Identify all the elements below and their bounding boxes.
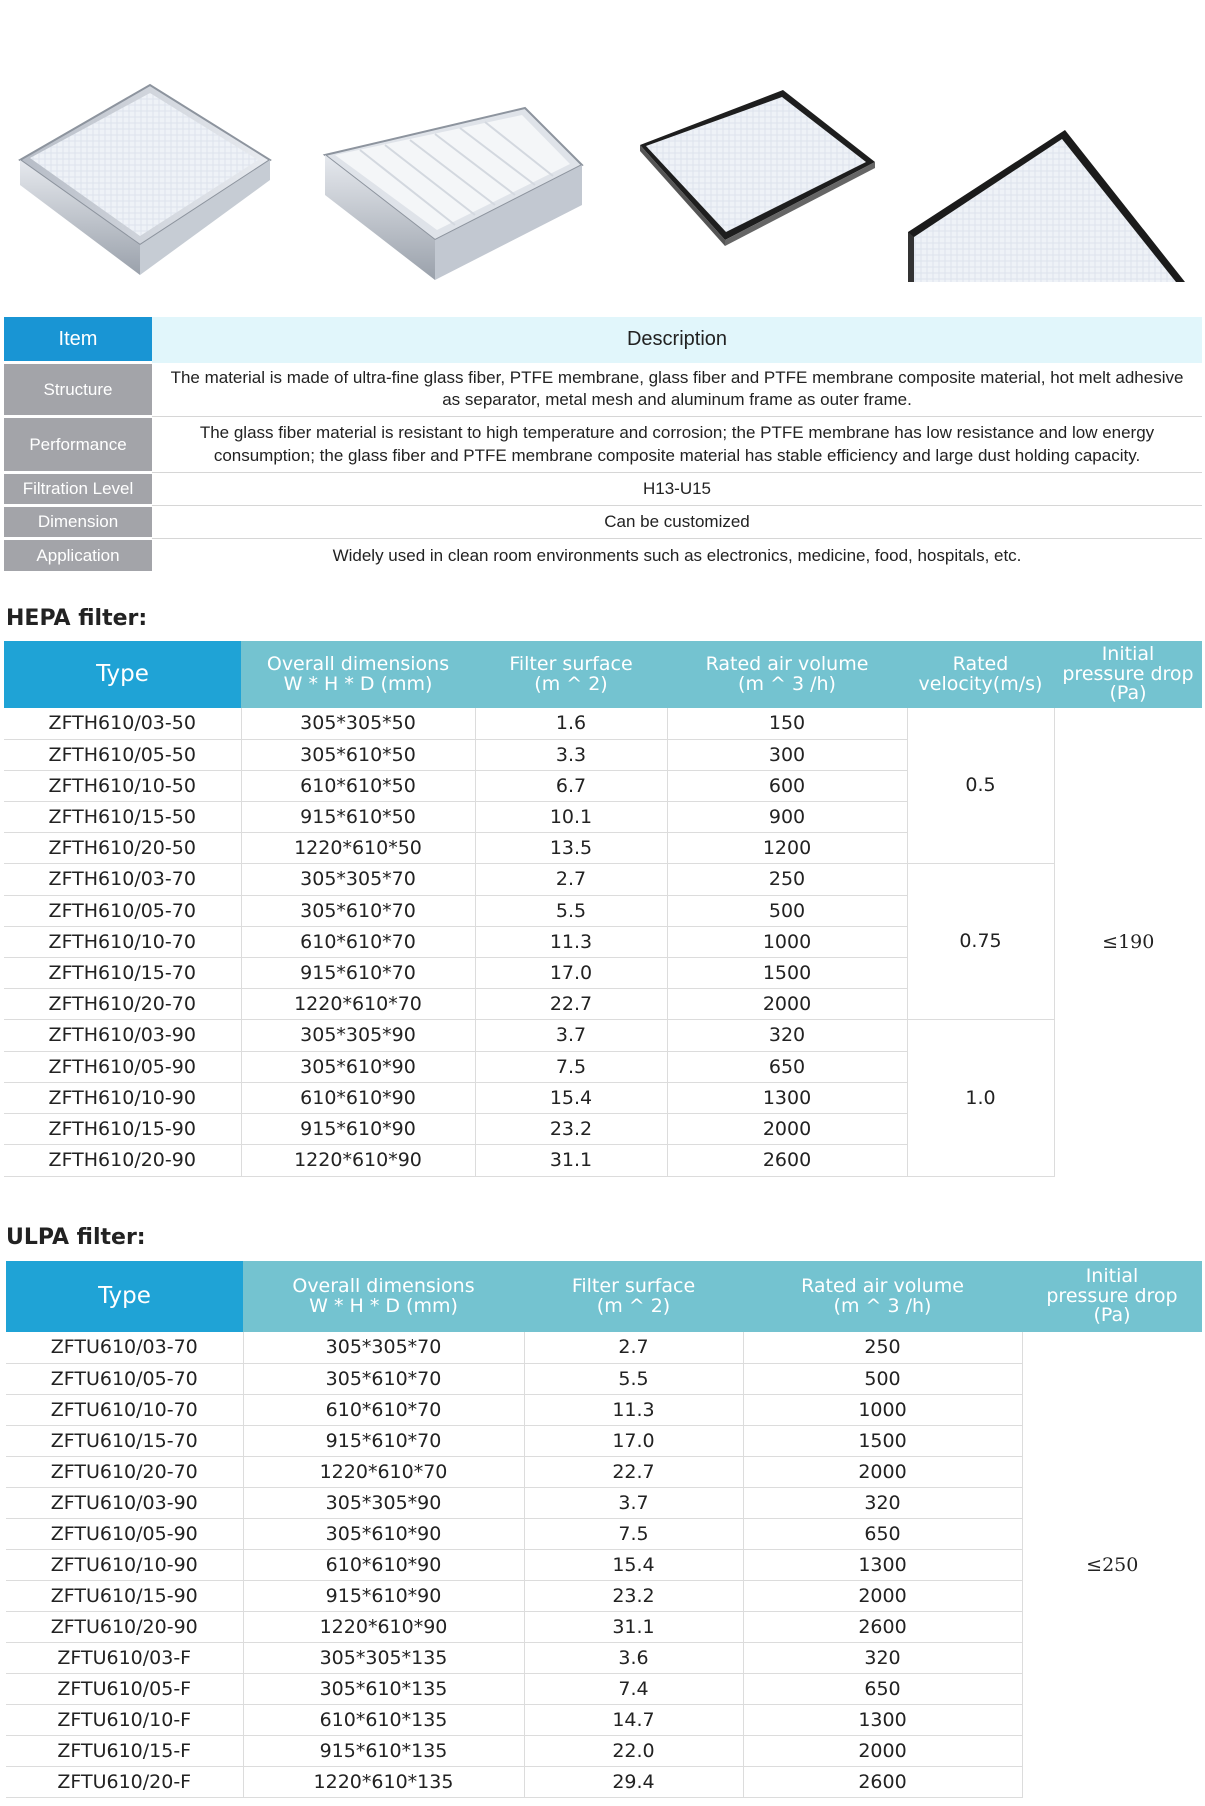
cell-type: ZFTU610/05-F bbox=[6, 1673, 243, 1704]
ulpa-header-pressure-drop bbox=[1022, 1261, 1202, 1332]
cell-dimensions: 1220*610*90 bbox=[241, 1144, 475, 1176]
cell-type: ZFTU610/15-90 bbox=[6, 1580, 243, 1611]
cell-air-volume: 500 bbox=[743, 1363, 1022, 1394]
cell-type: ZFTH610/03-90 bbox=[4, 1019, 241, 1051]
header-line: velocity(m/s) bbox=[918, 672, 1043, 695]
cell-dimensions: 1220*610*135 bbox=[243, 1766, 524, 1797]
cell-air-volume: 650 bbox=[667, 1051, 907, 1082]
spec-row-application bbox=[4, 539, 1202, 573]
spec-header-description: Description bbox=[152, 317, 1202, 363]
aluminum-frame-hepa-filter-photo bbox=[20, 85, 270, 275]
header-line: Overall dimensions bbox=[266, 652, 450, 675]
spec-row-structure bbox=[4, 363, 1202, 417]
cell-dimensions: 610*610*135 bbox=[243, 1704, 524, 1735]
cell-surface: 29.4 bbox=[524, 1766, 743, 1797]
cell-dimensions: 915*610*50 bbox=[241, 801, 475, 832]
cell-pressure-drop: ≤250 bbox=[1022, 1332, 1202, 1797]
cell-air-volume: 1500 bbox=[743, 1425, 1022, 1456]
header-line: (m ^ 2) bbox=[534, 672, 608, 695]
cell-type: ZFTU610/10-F bbox=[6, 1704, 243, 1735]
filter-corner-closeup-photo bbox=[908, 130, 1185, 282]
cell-pressure-drop: ≤190 bbox=[1054, 708, 1202, 1176]
cell-type: ZFTU610/20-F bbox=[6, 1766, 243, 1797]
hepa-filter-table bbox=[4, 641, 1202, 1177]
cell-type: ZFTH610/03-50 bbox=[4, 708, 241, 739]
cell-dimensions: 305*610*50 bbox=[241, 739, 475, 770]
cell-surface: 31.1 bbox=[524, 1611, 743, 1642]
cell-dimensions: 305*305*90 bbox=[243, 1487, 524, 1518]
cell-air-volume: 650 bbox=[743, 1518, 1022, 1549]
cell-dimensions: 915*610*70 bbox=[243, 1425, 524, 1456]
header-line: (Pa) bbox=[1109, 682, 1147, 705]
header-line: (Pa) bbox=[1093, 1304, 1131, 1327]
ulpa-filter-table bbox=[6, 1261, 1202, 1798]
cell-surface: 15.4 bbox=[475, 1082, 667, 1113]
header-line: (m ^ 2) bbox=[596, 1294, 671, 1317]
cell-dimensions: 1220*610*50 bbox=[241, 832, 475, 863]
ulpa-section-title: ULPA filter: bbox=[6, 1225, 146, 1250]
cell-surface: 3.7 bbox=[524, 1487, 743, 1518]
cell-type: ZFTU610/20-70 bbox=[6, 1456, 243, 1487]
header-line: W * H * D (mm) bbox=[309, 1294, 458, 1317]
cell-air-volume: 2600 bbox=[667, 1144, 907, 1176]
hepa-section-title: HEPA filter: bbox=[6, 606, 148, 631]
cell-dimensions: 305*305*135 bbox=[243, 1642, 524, 1673]
cell-surface: 15.4 bbox=[524, 1549, 743, 1580]
cell-type: ZFTH610/10-50 bbox=[4, 770, 241, 801]
cell-air-volume: 900 bbox=[667, 801, 907, 832]
spec-value: H13-U15 bbox=[152, 473, 1202, 506]
spec-label: Structure bbox=[4, 363, 152, 417]
cell-surface: 2.7 bbox=[475, 863, 667, 895]
cell-type: ZFTU610/03-70 bbox=[6, 1332, 243, 1363]
cell-air-volume: 2000 bbox=[743, 1580, 1022, 1611]
ulpa-header-surface bbox=[524, 1261, 743, 1332]
header-line: Initial bbox=[1085, 1264, 1139, 1287]
cell-type: ZFTH610/15-70 bbox=[4, 957, 241, 988]
cell-dimensions: 610*610*70 bbox=[243, 1394, 524, 1425]
cell-dimensions: 1220*610*70 bbox=[243, 1456, 524, 1487]
table-row bbox=[4, 1019, 1202, 1051]
cell-dimensions: 610*610*90 bbox=[241, 1082, 475, 1113]
cell-air-volume: 1500 bbox=[667, 957, 907, 988]
ulpa-header-dimensions bbox=[243, 1261, 524, 1332]
black-frame-hepa-filter-photo bbox=[640, 90, 875, 246]
spec-label: Filtration Level bbox=[4, 473, 152, 506]
cell-surface: 22.0 bbox=[524, 1735, 743, 1766]
cell-surface: 5.5 bbox=[524, 1363, 743, 1394]
cell-surface: 31.1 bbox=[475, 1144, 667, 1176]
cell-type: ZFTU610/05-70 bbox=[6, 1363, 243, 1394]
cell-surface: 7.5 bbox=[475, 1051, 667, 1082]
ulpa-header-type: Type bbox=[6, 1261, 243, 1332]
hepa-header-surface bbox=[475, 641, 667, 708]
cell-surface: 3.7 bbox=[475, 1019, 667, 1051]
header-line: Filter surface bbox=[571, 1274, 696, 1297]
cell-surface: 23.2 bbox=[524, 1580, 743, 1611]
cell-dimensions: 915*610*90 bbox=[241, 1113, 475, 1144]
cell-type: ZFTU610/15-F bbox=[6, 1735, 243, 1766]
cell-air-volume: 2600 bbox=[743, 1611, 1022, 1642]
header-line: (m ^ 3 /h) bbox=[833, 1294, 932, 1317]
cell-air-volume: 600 bbox=[667, 770, 907, 801]
hepa-header-velocity bbox=[907, 641, 1054, 708]
cell-air-volume: 2000 bbox=[667, 1113, 907, 1144]
cell-dimensions: 305*610*70 bbox=[241, 895, 475, 926]
cell-air-volume: 500 bbox=[667, 895, 907, 926]
cell-type: ZFTH610/10-70 bbox=[4, 926, 241, 957]
cell-air-volume: 250 bbox=[743, 1332, 1022, 1363]
cell-air-volume: 2000 bbox=[743, 1456, 1022, 1487]
specification-table bbox=[4, 317, 1202, 574]
cell-dimensions: 610*610*70 bbox=[241, 926, 475, 957]
header-line: pressure drop bbox=[1046, 1284, 1178, 1307]
cell-velocity-group: 0.5 bbox=[907, 708, 1054, 863]
cell-dimensions: 305*305*90 bbox=[241, 1019, 475, 1051]
cell-air-volume: 320 bbox=[743, 1487, 1022, 1518]
cell-type: ZFTH610/10-90 bbox=[4, 1082, 241, 1113]
cell-dimensions: 610*610*50 bbox=[241, 770, 475, 801]
header-line: Rated air volume bbox=[705, 652, 869, 675]
hepa-header-dimensions bbox=[241, 641, 475, 708]
cell-type: ZFTH610/15-90 bbox=[4, 1113, 241, 1144]
cell-dimensions: 915*610*135 bbox=[243, 1735, 524, 1766]
cell-type: ZFTU610/10-90 bbox=[6, 1549, 243, 1580]
cell-surface: 14.7 bbox=[524, 1704, 743, 1735]
cell-air-volume: 2600 bbox=[743, 1766, 1022, 1797]
cell-type: ZFTU610/03-90 bbox=[6, 1487, 243, 1518]
cell-type: ZFTU610/15-70 bbox=[6, 1425, 243, 1456]
cell-dimensions: 305*305*70 bbox=[241, 863, 475, 895]
cell-dimensions: 305*610*90 bbox=[241, 1051, 475, 1082]
header-line: Overall dimensions bbox=[292, 1274, 475, 1297]
table-row bbox=[6, 1332, 1202, 1363]
cell-surface: 17.0 bbox=[475, 957, 667, 988]
cell-type: ZFTH610/20-70 bbox=[4, 988, 241, 1019]
header-line: Filter surface bbox=[509, 652, 633, 675]
deep-frame-hepa-filter-photo bbox=[325, 108, 582, 280]
header-line: Rated air volume bbox=[801, 1274, 964, 1297]
table-row bbox=[4, 708, 1202, 739]
cell-dimensions: 305*305*70 bbox=[243, 1332, 524, 1363]
cell-surface: 11.3 bbox=[475, 926, 667, 957]
spec-label: Dimension bbox=[4, 506, 152, 539]
cell-type: ZFTU610/03-F bbox=[6, 1642, 243, 1673]
product-photos bbox=[0, 0, 1205, 300]
cell-surface: 2.7 bbox=[524, 1332, 743, 1363]
cell-velocity-group: 0.75 bbox=[907, 863, 1054, 1019]
cell-surface: 5.5 bbox=[475, 895, 667, 926]
spec-row-performance bbox=[4, 417, 1202, 473]
header-line: Initial bbox=[1101, 642, 1155, 665]
spec-header-item: Item bbox=[4, 317, 152, 363]
cell-air-volume: 1000 bbox=[743, 1394, 1022, 1425]
cell-air-volume: 300 bbox=[667, 739, 907, 770]
cell-type: ZFTH610/05-70 bbox=[4, 895, 241, 926]
cell-type: ZFTH610/03-70 bbox=[4, 863, 241, 895]
cell-surface: 1.6 bbox=[475, 708, 667, 739]
header-line: W * H * D (mm) bbox=[283, 672, 433, 695]
spec-label: Performance bbox=[4, 417, 152, 473]
cell-air-volume: 1300 bbox=[667, 1082, 907, 1113]
cell-dimensions: 305*610*70 bbox=[243, 1363, 524, 1394]
cell-surface: 22.7 bbox=[524, 1456, 743, 1487]
cell-surface: 10.1 bbox=[475, 801, 667, 832]
cell-type: ZFTH610/20-90 bbox=[4, 1144, 241, 1176]
hepa-header-type: Type bbox=[4, 641, 241, 708]
table-row bbox=[4, 863, 1202, 895]
spec-value: The material is made of ultra-fine glass fiber, PTFE membrane, glass fiber and PTFE membrane composite material, hot melt adhesive as separator, metal mesh and aluminum frame as outer frame. bbox=[152, 363, 1202, 417]
cell-surface: 11.3 bbox=[524, 1394, 743, 1425]
spec-row-filtration-level bbox=[4, 473, 1202, 506]
cell-dimensions: 915*610*70 bbox=[241, 957, 475, 988]
cell-air-volume: 320 bbox=[667, 1019, 907, 1051]
spec-label: Application bbox=[4, 539, 152, 573]
cell-type: ZFTU610/05-90 bbox=[6, 1518, 243, 1549]
cell-surface: 13.5 bbox=[475, 832, 667, 863]
cell-type: ZFTH610/20-50 bbox=[4, 832, 241, 863]
cell-surface: 7.5 bbox=[524, 1518, 743, 1549]
cell-dimensions: 610*610*90 bbox=[243, 1549, 524, 1580]
cell-air-volume: 1300 bbox=[743, 1549, 1022, 1580]
cell-type: ZFTU610/20-90 bbox=[6, 1611, 243, 1642]
product-photo-strip bbox=[0, 0, 1205, 300]
cell-air-volume: 650 bbox=[743, 1673, 1022, 1704]
cell-dimensions: 305*610*90 bbox=[243, 1518, 524, 1549]
cell-dimensions: 1220*610*90 bbox=[243, 1611, 524, 1642]
cell-dimensions: 305*610*135 bbox=[243, 1673, 524, 1704]
spec-value: Widely used in clean room environments such as electronics, medicine, food, hospitals, etc. bbox=[332, 545, 1022, 565]
cell-dimensions: 1220*610*70 bbox=[241, 988, 475, 1019]
cell-air-volume: 1200 bbox=[667, 832, 907, 863]
spec-value: The glass fiber material is resistant to high temperature and corrosion; the PTFE membrane has low resistance and low energy consumption; the glass fiber and PTFE membrane composite material has stable efficiency and large dust holding capacity. bbox=[152, 417, 1202, 473]
cell-air-volume: 250 bbox=[667, 863, 907, 895]
cell-type: ZFTU610/10-70 bbox=[6, 1394, 243, 1425]
cell-air-volume: 150 bbox=[667, 708, 907, 739]
cell-surface: 3.3 bbox=[475, 739, 667, 770]
cell-dimensions: 305*305*50 bbox=[241, 708, 475, 739]
hepa-header-air-volume bbox=[667, 641, 907, 708]
ulpa-header-air-volume bbox=[743, 1261, 1022, 1332]
cell-type: ZFTH610/15-50 bbox=[4, 801, 241, 832]
cell-dimensions: 915*610*90 bbox=[243, 1580, 524, 1611]
spec-row-dimension bbox=[4, 506, 1202, 539]
cell-air-volume: 2000 bbox=[743, 1735, 1022, 1766]
cell-type: ZFTH610/05-90 bbox=[4, 1051, 241, 1082]
cell-surface: 3.6 bbox=[524, 1642, 743, 1673]
cell-air-volume: 1300 bbox=[743, 1704, 1022, 1735]
header-line: (m ^ 3 /h) bbox=[738, 672, 836, 695]
cell-air-volume: 2000 bbox=[667, 988, 907, 1019]
cell-surface: 23.2 bbox=[475, 1113, 667, 1144]
cell-surface: 6.7 bbox=[475, 770, 667, 801]
cell-surface: 7.4 bbox=[524, 1673, 743, 1704]
spec-value: Can be customized bbox=[152, 506, 1202, 539]
header-line: pressure drop bbox=[1062, 662, 1194, 685]
cell-velocity-group: 1.0 bbox=[907, 1019, 1054, 1176]
cell-surface: 22.7 bbox=[475, 988, 667, 1019]
cell-surface: 17.0 bbox=[524, 1425, 743, 1456]
header-line: Rated bbox=[952, 652, 1009, 675]
cell-air-volume: 1000 bbox=[667, 926, 907, 957]
hepa-header-pressure-drop bbox=[1054, 641, 1202, 708]
cell-type: ZFTH610/05-50 bbox=[4, 739, 241, 770]
cell-air-volume: 320 bbox=[743, 1642, 1022, 1673]
